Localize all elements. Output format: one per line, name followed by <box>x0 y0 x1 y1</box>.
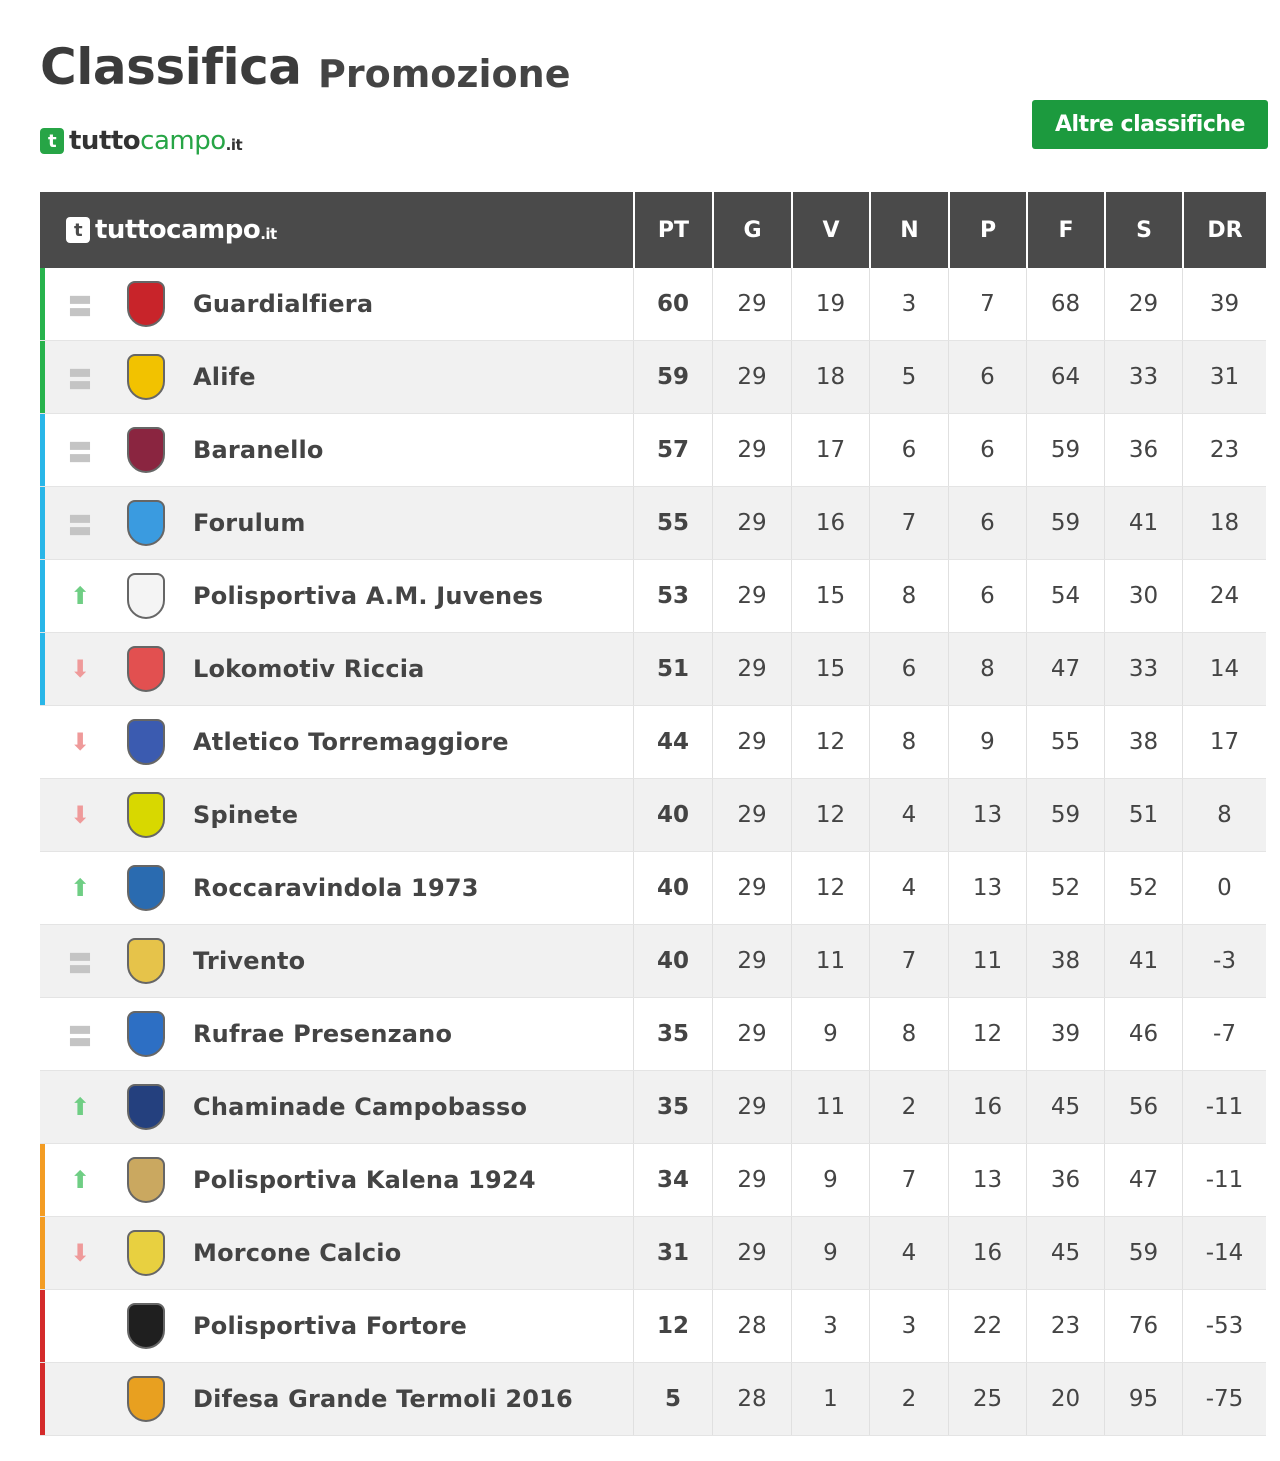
stat-p: 13 <box>948 852 1026 924</box>
trend-equal-icon: 〓 <box>68 511 92 540</box>
stat-pt: 5 <box>633 1363 712 1435</box>
stat-p: 13 <box>948 1144 1026 1216</box>
team-crest-icon[interactable] <box>127 1011 165 1057</box>
team-crest-icon[interactable] <box>127 1230 165 1276</box>
stat-dr: 31 <box>1182 341 1266 413</box>
column-header-dr[interactable]: DR <box>1182 192 1266 268</box>
stat-s: 47 <box>1104 1144 1182 1216</box>
stat-v: 12 <box>791 779 869 851</box>
trend-down-arrow-icon: ⬇ <box>69 655 91 683</box>
stat-dr: 39 <box>1182 268 1266 340</box>
tuttocampo-logo[interactable] <box>40 126 242 156</box>
stat-f: 45 <box>1026 1071 1104 1143</box>
stat-n: 7 <box>869 925 948 997</box>
team-name[interactable]: Spinete <box>193 801 299 829</box>
stat-f: 23 <box>1026 1290 1104 1362</box>
stat-g: 29 <box>712 633 791 705</box>
stat-g: 29 <box>712 414 791 486</box>
stat-v: 9 <box>791 1144 869 1216</box>
stat-g: 29 <box>712 706 791 778</box>
team-name[interactable]: Rufrae Presenzano <box>193 1020 453 1048</box>
stat-s: 30 <box>1104 560 1182 632</box>
team-name[interactable]: Baranello <box>193 436 324 464</box>
trend-up-arrow-icon: ⬆ <box>69 874 91 902</box>
team-crest-icon[interactable] <box>127 427 165 473</box>
table-row[interactable] <box>40 706 1266 779</box>
stat-f: 64 <box>1026 341 1104 413</box>
table-row[interactable] <box>40 1290 1266 1363</box>
stat-n: 4 <box>869 779 948 851</box>
team-name[interactable]: Polisportiva Fortore <box>193 1312 468 1340</box>
stat-n: 3 <box>869 268 948 340</box>
stat-g: 29 <box>712 998 791 1070</box>
stat-g: 28 <box>712 1363 791 1435</box>
stat-dr: -53 <box>1182 1290 1266 1362</box>
stat-v: 11 <box>791 925 869 997</box>
stat-g: 29 <box>712 1217 791 1289</box>
stat-n: 3 <box>869 1290 948 1362</box>
team-crest-icon[interactable] <box>127 938 165 984</box>
table-row[interactable] <box>40 341 1266 414</box>
stat-pt: 53 <box>633 560 712 632</box>
stat-s: 41 <box>1104 487 1182 559</box>
stat-g: 29 <box>712 487 791 559</box>
stat-p: 16 <box>948 1217 1026 1289</box>
stat-s: 52 <box>1104 852 1182 924</box>
stat-pt: 12 <box>633 1290 712 1362</box>
stat-v: 15 <box>791 560 869 632</box>
stat-g: 29 <box>712 852 791 924</box>
stat-dr: 8 <box>1182 779 1266 851</box>
table-row[interactable] <box>40 487 1266 560</box>
table-row[interactable] <box>40 998 1266 1071</box>
stat-n: 8 <box>869 706 948 778</box>
table-header-logo <box>40 192 633 268</box>
table-row[interactable] <box>40 560 1266 633</box>
stat-v: 1 <box>791 1363 869 1435</box>
team-name[interactable]: Chaminade Campobasso <box>193 1093 528 1121</box>
stat-p: 13 <box>948 779 1026 851</box>
stat-f: 45 <box>1026 1217 1104 1289</box>
stat-s: 29 <box>1104 268 1182 340</box>
stat-n: 8 <box>869 998 948 1070</box>
stat-p: 25 <box>948 1363 1026 1435</box>
team-crest-icon[interactable] <box>127 1376 165 1422</box>
stat-n: 2 <box>869 1071 948 1143</box>
stat-p: 6 <box>948 341 1026 413</box>
stat-f: 55 <box>1026 706 1104 778</box>
stat-v: 12 <box>791 852 869 924</box>
stat-n: 7 <box>869 487 948 559</box>
trend-none <box>45 1363 115 1435</box>
other-standings-button[interactable]: Altre classifiche <box>1032 100 1268 149</box>
stat-f: 20 <box>1026 1363 1104 1435</box>
team-crest-icon[interactable] <box>127 1084 165 1130</box>
stat-n: 6 <box>869 633 948 705</box>
stat-dr: 17 <box>1182 706 1266 778</box>
stat-f: 59 <box>1026 414 1104 486</box>
stat-v: 12 <box>791 706 869 778</box>
table-row[interactable] <box>40 268 1266 341</box>
stat-s: 59 <box>1104 1217 1182 1289</box>
stat-n: 5 <box>869 341 948 413</box>
team-crest-icon[interactable] <box>127 500 165 546</box>
stat-pt: 40 <box>633 779 712 851</box>
team-crest-icon[interactable] <box>127 1303 165 1349</box>
stat-pt: 40 <box>633 925 712 997</box>
table-row[interactable] <box>40 414 1266 487</box>
table-row[interactable] <box>40 925 1266 998</box>
stat-f: 47 <box>1026 633 1104 705</box>
stat-n: 4 <box>869 852 948 924</box>
trend-down-arrow-icon: ⬇ <box>69 801 91 829</box>
table-row[interactable] <box>40 1144 1266 1217</box>
stat-v: 3 <box>791 1290 869 1362</box>
stat-p: 6 <box>948 414 1026 486</box>
team-name[interactable]: Trivento <box>193 947 306 975</box>
stat-s: 33 <box>1104 633 1182 705</box>
column-header-n[interactable]: N <box>869 192 948 268</box>
stat-s: 38 <box>1104 706 1182 778</box>
page-header <box>40 38 1270 168</box>
trend-up-arrow-icon: ⬆ <box>69 1093 91 1121</box>
stat-g: 29 <box>712 560 791 632</box>
page-subtitle: Promozione <box>318 52 571 96</box>
stat-v: 16 <box>791 487 869 559</box>
trend-equal-icon: 〓 <box>68 365 92 394</box>
stat-f: 59 <box>1026 487 1104 559</box>
logo-text-it: .it <box>225 136 243 154</box>
table-row[interactable] <box>40 1363 1266 1436</box>
stat-dr: 23 <box>1182 414 1266 486</box>
stat-dr: -7 <box>1182 998 1266 1070</box>
trend-equal-icon: 〓 <box>68 1022 92 1051</box>
stat-s: 41 <box>1104 925 1182 997</box>
stat-f: 36 <box>1026 1144 1104 1216</box>
stat-s: 76 <box>1104 1290 1182 1362</box>
standings-table <box>40 192 1266 1436</box>
column-header-s[interactable]: S <box>1104 192 1182 268</box>
stat-n: 4 <box>869 1217 948 1289</box>
stat-pt: 34 <box>633 1144 712 1216</box>
team-name[interactable]: Lokomotiv Riccia <box>193 655 425 683</box>
column-header-f[interactable]: F <box>1026 192 1104 268</box>
stat-g: 29 <box>712 268 791 340</box>
stat-f: 54 <box>1026 560 1104 632</box>
trend-none <box>45 1290 115 1362</box>
team-crest-icon[interactable] <box>127 646 165 692</box>
column-header-p[interactable]: P <box>948 192 1026 268</box>
stat-s: 51 <box>1104 779 1182 851</box>
stat-dr: -75 <box>1182 1363 1266 1435</box>
stat-f: 59 <box>1026 779 1104 851</box>
stat-n: 8 <box>869 560 948 632</box>
stat-dr: -3 <box>1182 925 1266 997</box>
team-name[interactable]: Forulum <box>193 509 306 537</box>
table-body <box>40 268 1266 1436</box>
team-crest-icon[interactable] <box>127 792 165 838</box>
stat-dr: -14 <box>1182 1217 1266 1289</box>
team-name[interactable]: Polisportiva A.M. Juvenes <box>193 582 544 610</box>
stat-v: 9 <box>791 998 869 1070</box>
stat-p: 8 <box>948 633 1026 705</box>
header-logo-text: tuttocampo <box>95 215 261 245</box>
stat-pt: 35 <box>633 998 712 1070</box>
team-crest-icon[interactable] <box>127 281 165 327</box>
table-header <box>40 192 1266 268</box>
stat-g: 29 <box>712 1144 791 1216</box>
stat-f: 68 <box>1026 268 1104 340</box>
team-name[interactable]: Polisportiva Kalena 1924 <box>193 1166 536 1194</box>
stat-pt: 44 <box>633 706 712 778</box>
team-name[interactable]: Roccaravindola 1973 <box>193 874 479 902</box>
trend-up-arrow-icon: ⬆ <box>69 1166 91 1194</box>
trend-up-arrow-icon: ⬆ <box>69 582 91 610</box>
stat-pt: 60 <box>633 268 712 340</box>
header-logo-suffix: .it <box>260 225 277 243</box>
team-name[interactable]: Difesa Grande Termoli 2016 <box>193 1385 573 1413</box>
stat-s: 46 <box>1104 998 1182 1070</box>
table-row[interactable] <box>40 633 1266 706</box>
stat-n: 7 <box>869 1144 948 1216</box>
stat-p: 11 <box>948 925 1026 997</box>
stat-pt: 31 <box>633 1217 712 1289</box>
table-row[interactable] <box>40 779 1266 852</box>
stat-s: 95 <box>1104 1363 1182 1435</box>
stat-p: 22 <box>948 1290 1026 1362</box>
stat-s: 36 <box>1104 414 1182 486</box>
stat-pt: 57 <box>633 414 712 486</box>
team-name[interactable]: Guardialfiera <box>193 290 374 318</box>
stat-dr: 0 <box>1182 852 1266 924</box>
stat-dr: 18 <box>1182 487 1266 559</box>
stat-v: 11 <box>791 1071 869 1143</box>
table-row[interactable] <box>40 852 1266 925</box>
team-crest-icon[interactable] <box>127 354 165 400</box>
tuttocampo-header-logo-icon: t <box>66 217 90 243</box>
trend-down-arrow-icon: ⬇ <box>69 728 91 756</box>
stat-g: 29 <box>712 779 791 851</box>
stat-dr: 14 <box>1182 633 1266 705</box>
stat-p: 7 <box>948 268 1026 340</box>
trend-down-arrow-icon: ⬇ <box>69 1239 91 1267</box>
table-row[interactable] <box>40 1217 1266 1290</box>
stat-s: 56 <box>1104 1071 1182 1143</box>
page-title: Classifica <box>40 38 302 96</box>
stat-dr: 24 <box>1182 560 1266 632</box>
stat-pt: 51 <box>633 633 712 705</box>
trend-equal-icon: 〓 <box>68 292 92 321</box>
stat-v: 15 <box>791 633 869 705</box>
stat-g: 29 <box>712 925 791 997</box>
stat-n: 2 <box>869 1363 948 1435</box>
column-header-pt[interactable]: PT <box>633 192 712 268</box>
stat-f: 38 <box>1026 925 1104 997</box>
stat-v: 19 <box>791 268 869 340</box>
stat-pt: 55 <box>633 487 712 559</box>
stat-v: 18 <box>791 341 869 413</box>
team-crest-icon[interactable] <box>127 573 165 619</box>
logo-text-campo: campo <box>140 126 226 156</box>
stat-p: 6 <box>948 487 1026 559</box>
stat-v: 9 <box>791 1217 869 1289</box>
trend-equal-icon: 〓 <box>68 438 92 467</box>
stat-p: 12 <box>948 998 1026 1070</box>
team-crest-icon[interactable] <box>127 865 165 911</box>
stat-dr: -11 <box>1182 1144 1266 1216</box>
stat-pt: 59 <box>633 341 712 413</box>
stat-g: 28 <box>712 1290 791 1362</box>
stat-s: 33 <box>1104 341 1182 413</box>
table-row[interactable] <box>40 1071 1266 1144</box>
team-name[interactable]: Atletico Torremaggiore <box>193 728 509 756</box>
team-crest-icon[interactable] <box>127 1157 165 1203</box>
stat-p: 9 <box>948 706 1026 778</box>
tuttocampo-logo-icon: t <box>40 128 64 154</box>
column-header-g[interactable]: G <box>712 192 791 268</box>
team-name[interactable]: Alife <box>193 363 256 391</box>
stat-g: 29 <box>712 341 791 413</box>
stat-dr: -11 <box>1182 1071 1266 1143</box>
stat-p: 6 <box>948 560 1026 632</box>
stat-g: 29 <box>712 1071 791 1143</box>
stat-f: 39 <box>1026 998 1104 1070</box>
stat-pt: 35 <box>633 1071 712 1143</box>
team-crest-icon[interactable] <box>127 719 165 765</box>
team-name[interactable]: Morcone Calcio <box>193 1239 402 1267</box>
stat-pt: 40 <box>633 852 712 924</box>
logo-text-tutto: tutto <box>69 126 141 156</box>
column-header-v[interactable]: V <box>791 192 869 268</box>
stat-f: 52 <box>1026 852 1104 924</box>
stat-n: 6 <box>869 414 948 486</box>
trend-equal-icon: 〓 <box>68 949 92 978</box>
stat-p: 16 <box>948 1071 1026 1143</box>
stat-v: 17 <box>791 414 869 486</box>
